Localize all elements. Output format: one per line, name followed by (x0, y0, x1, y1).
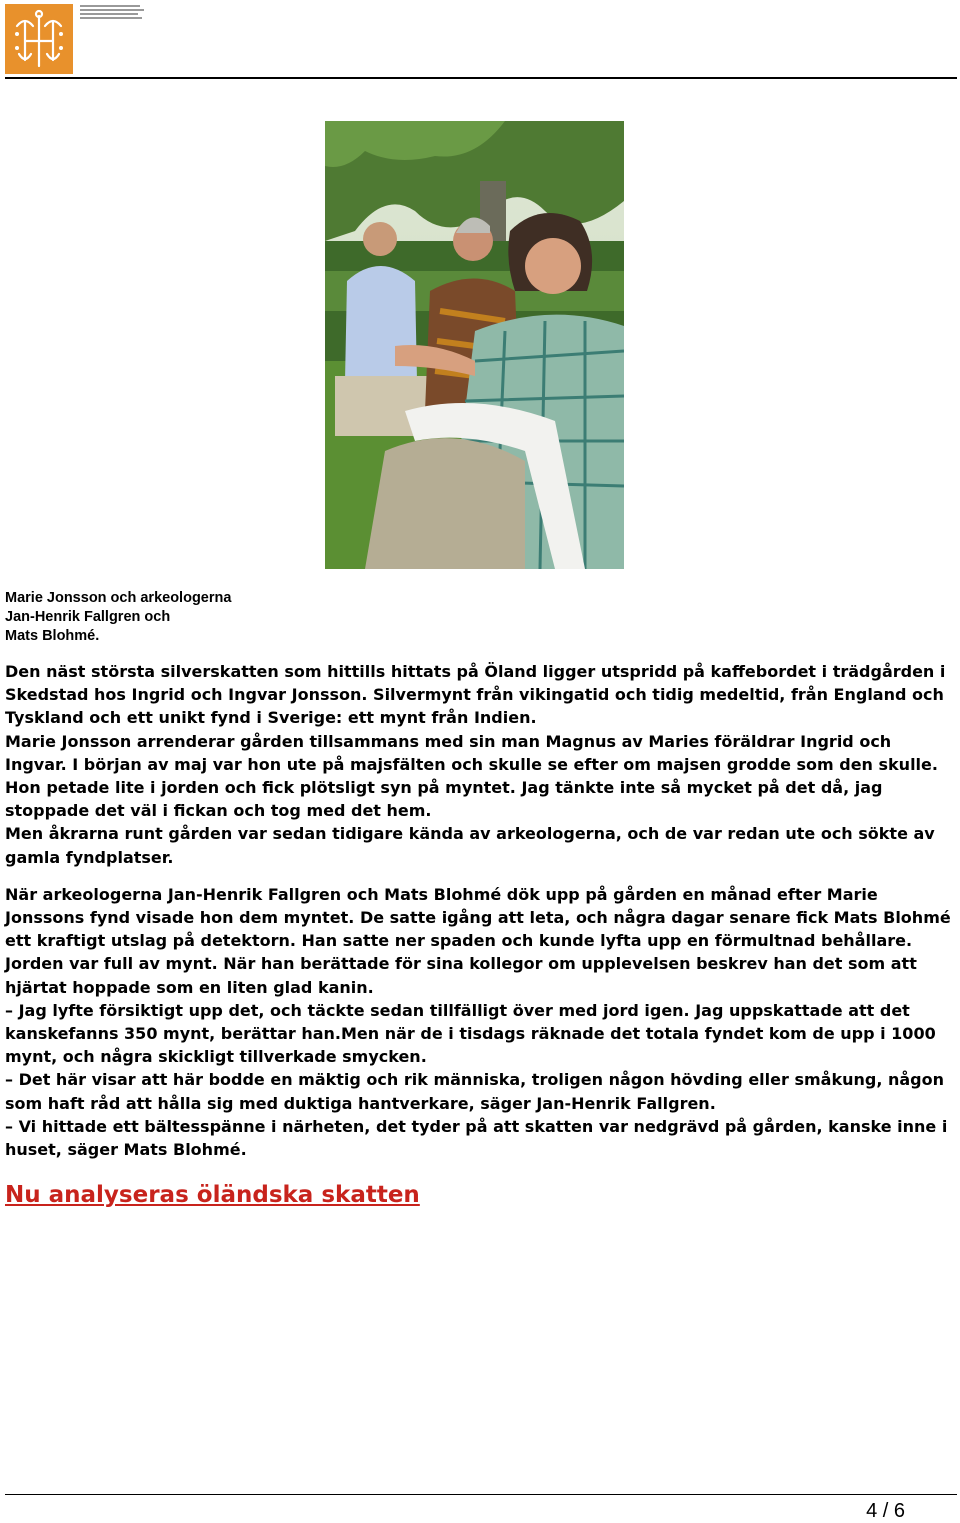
article-paragraph: Hon petade lite i jorden och fick plötsligt syn på myntet. Jag tänkte inte så mycket på det då, jag stoppade det väl i fickan och tog med det hem. (5, 778, 883, 821)
article-paragraph: – Vi hittade ett bältesspänne i närheten, det tyder på att skatten var nedgrävd på gården, kanske inne i huset, säger Mats Blohmé. (5, 1116, 948, 1160)
logo-fine-print (80, 5, 150, 19)
caption-line: Mats Blohmé. (5, 628, 100, 644)
caption-line: Jan-Henrik Fallgren och (5, 609, 171, 625)
page-number: 4 / 6 (866, 1500, 905, 1522)
header-divider (5, 77, 957, 79)
article-paragraph: Den näst största silverskatten som hittills hittats på Öland ligger utspridd på kaffebordet i trädgården i Skedstad hos Ingrid och Ingvar Jonsson. Silvermynt från vikingatid och tidig medeltid, från England och Tyskland och ett unikt fynd i Sverige: ett mynt från Indien. (5, 662, 946, 728)
caption-line: Marie Jonsson och arkeologerna (5, 590, 232, 606)
article-paragraph: Men åkrarna runt gården var sedan tidigare kända av arkeologerna, och de var redan ute och sökte av gamla fyndplatser. (5, 824, 935, 867)
site-logo[interactable] (5, 4, 73, 74)
photo-of-three-people-in-garden (325, 121, 624, 569)
article-photo (325, 121, 624, 569)
article-body (5, 660, 957, 1161)
article-paragraph: – Det här visar att här bodde en mäktig och rik människa, troligen någon hövding eller småkung, någon som haft råd att hålla sig med duktiga hantverkare, säger Jan-Henrik Fallgren. (5, 1070, 944, 1113)
article-paragraph: Marie Jonsson arrenderar gården tillsammans med sin man Magnus av Maries föräldrar Ingrid och Ingvar. I början av maj var hon ute på majsfälten och skulle se efter om majsen grodde som den skulle. (5, 731, 938, 774)
related-article-link[interactable]: Nu analyseras öländska skatten (5, 1182, 420, 1208)
article-paragraph: – Jag lyfte försiktigt upp det, och täckte sedan tillfälligt över med jord igen. Jag uppskattade att det kanskefanns 350 mynt, berättar han.Men när de i tisdags räknade det totala fyndet kom de upp i 1000 mynt, och några skickligt tillverkade smycken. (5, 1000, 936, 1067)
swedish-heritage-logo-icon (5, 4, 73, 74)
footer-divider (5, 1494, 957, 1495)
photo-caption (5, 589, 305, 646)
article-paragraph: När arkeologerna Jan-Henrik Fallgren och Mats Blohmé dök upp på gården en månad efter Marie Jonssons fynd visade hon dem myntet. De satte igång att leta, och några dagar senare fick Mats Blohmé ett kraftigt utslag på detektorn. Han satte ner spaden och kunde lyfta upp en förmultnad behållare. Jorden var full av mynt. När han berättade för sina kollegor om upplevelsen beskrev han det som att hjärtat hoppade som en liten glad kanin. (5, 884, 951, 997)
